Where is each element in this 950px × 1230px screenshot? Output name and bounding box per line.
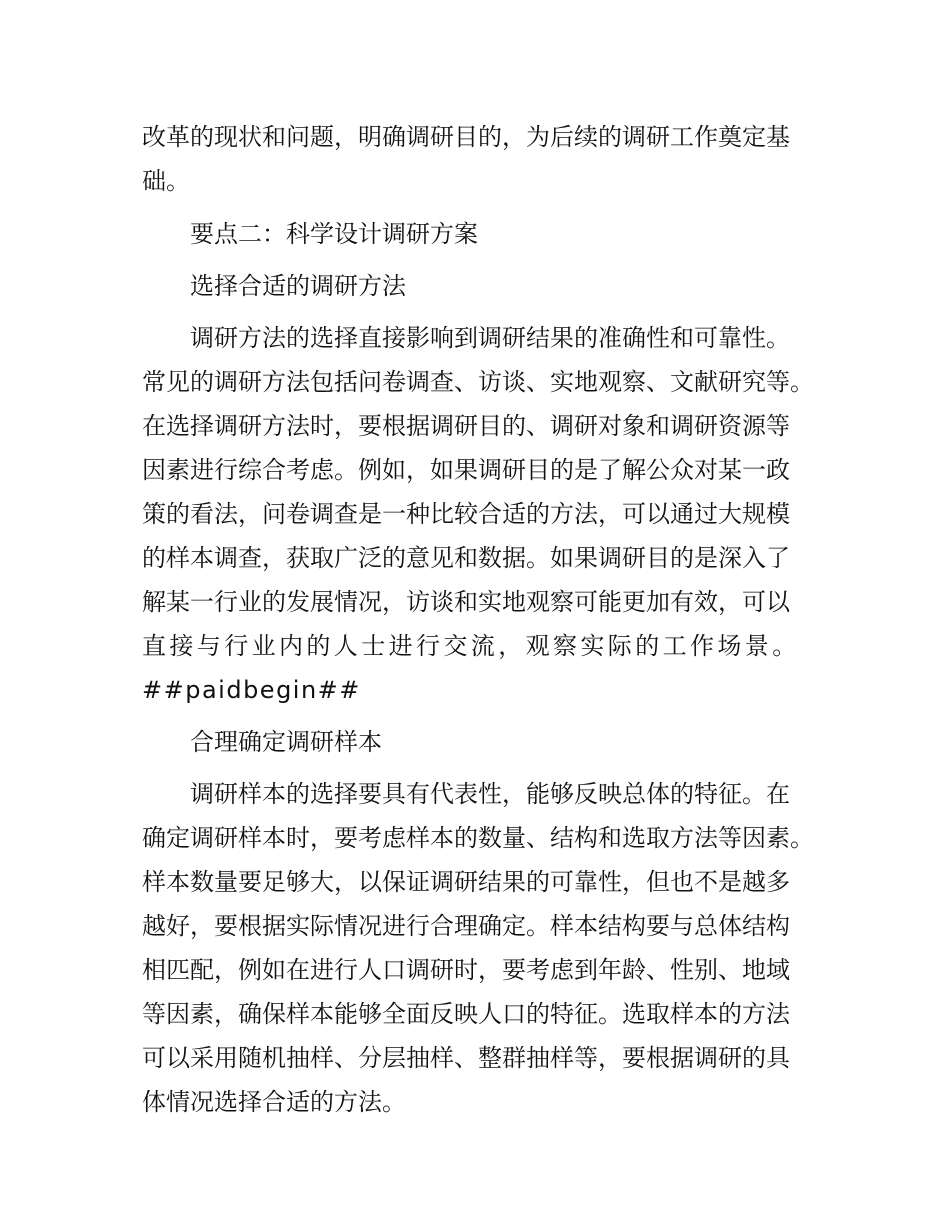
paragraph-line: 在选择调研方法时，要根据调研目的、调研对象和调研资源等 [142, 412, 790, 440]
paragraph-line: 调研样本的选择要具有代表性，能够反映总体的特征。在 [190, 780, 790, 808]
paragraph-line: 因素进行综合考虑。例如，如果调研目的是了解公众对某一政 [142, 456, 790, 484]
paragraph-line: 础。 [142, 167, 190, 195]
paragraph-line: 的样本调查，获取广泛的意见和数据。如果调研目的是深入了 [142, 544, 790, 572]
paragraph-line: 样本数量要足够大，以保证调研结果的可靠性，但也不是越多 [142, 868, 790, 896]
paragraph-line: 改革的现状和问题，明确调研目的，为后续的调研工作奠定基 [142, 123, 790, 151]
paragraph-line: 确定调研样本时，要考虑样本的数量、结构和选取方法等因素。 [142, 824, 814, 852]
paragraph-line: 直接与行业内的人士进行交流，观察实际的工作场景。 [142, 632, 800, 660]
paragraph-line: 越好，要根据实际情况进行合理确定。样本结构要与总体结构 [142, 912, 790, 940]
paragraph-line: 相匹配，例如在进行人口调研时，要考虑到年龄、性别、地域 [142, 956, 790, 984]
paragraph-line: 解某一行业的发展情况，访谈和实地观察可能更加有效，可以 [142, 588, 790, 616]
paragraph-line: 常见的调研方法包括问卷调查、访谈、实地观察、文献研究等。 [142, 368, 814, 396]
paragraph-line: 策的看法，问卷调查是一种比较合适的方法，可以通过大规模 [142, 500, 790, 528]
paragraph-line: 体情况选择合适的方法。 [142, 1088, 406, 1116]
subsection-heading: 选择合适的调研方法 [190, 272, 406, 300]
subsection-heading: 合理确定调研样本 [190, 728, 382, 756]
paragraph-line: 调研方法的选择直接影响到调研结果的准确性和可靠性。 [190, 324, 790, 352]
paragraph-line: 可以采用随机抽样、分层抽样、整群抽样等，要根据调研的具 [142, 1044, 790, 1072]
paid-marker: ##paidbegin## [142, 676, 361, 704]
paragraph-line: 等因素，确保样本能够全面反映人口的特征。选取样本的方法 [142, 1000, 790, 1028]
section-heading: 要点二：科学设计调研方案 [190, 220, 478, 248]
